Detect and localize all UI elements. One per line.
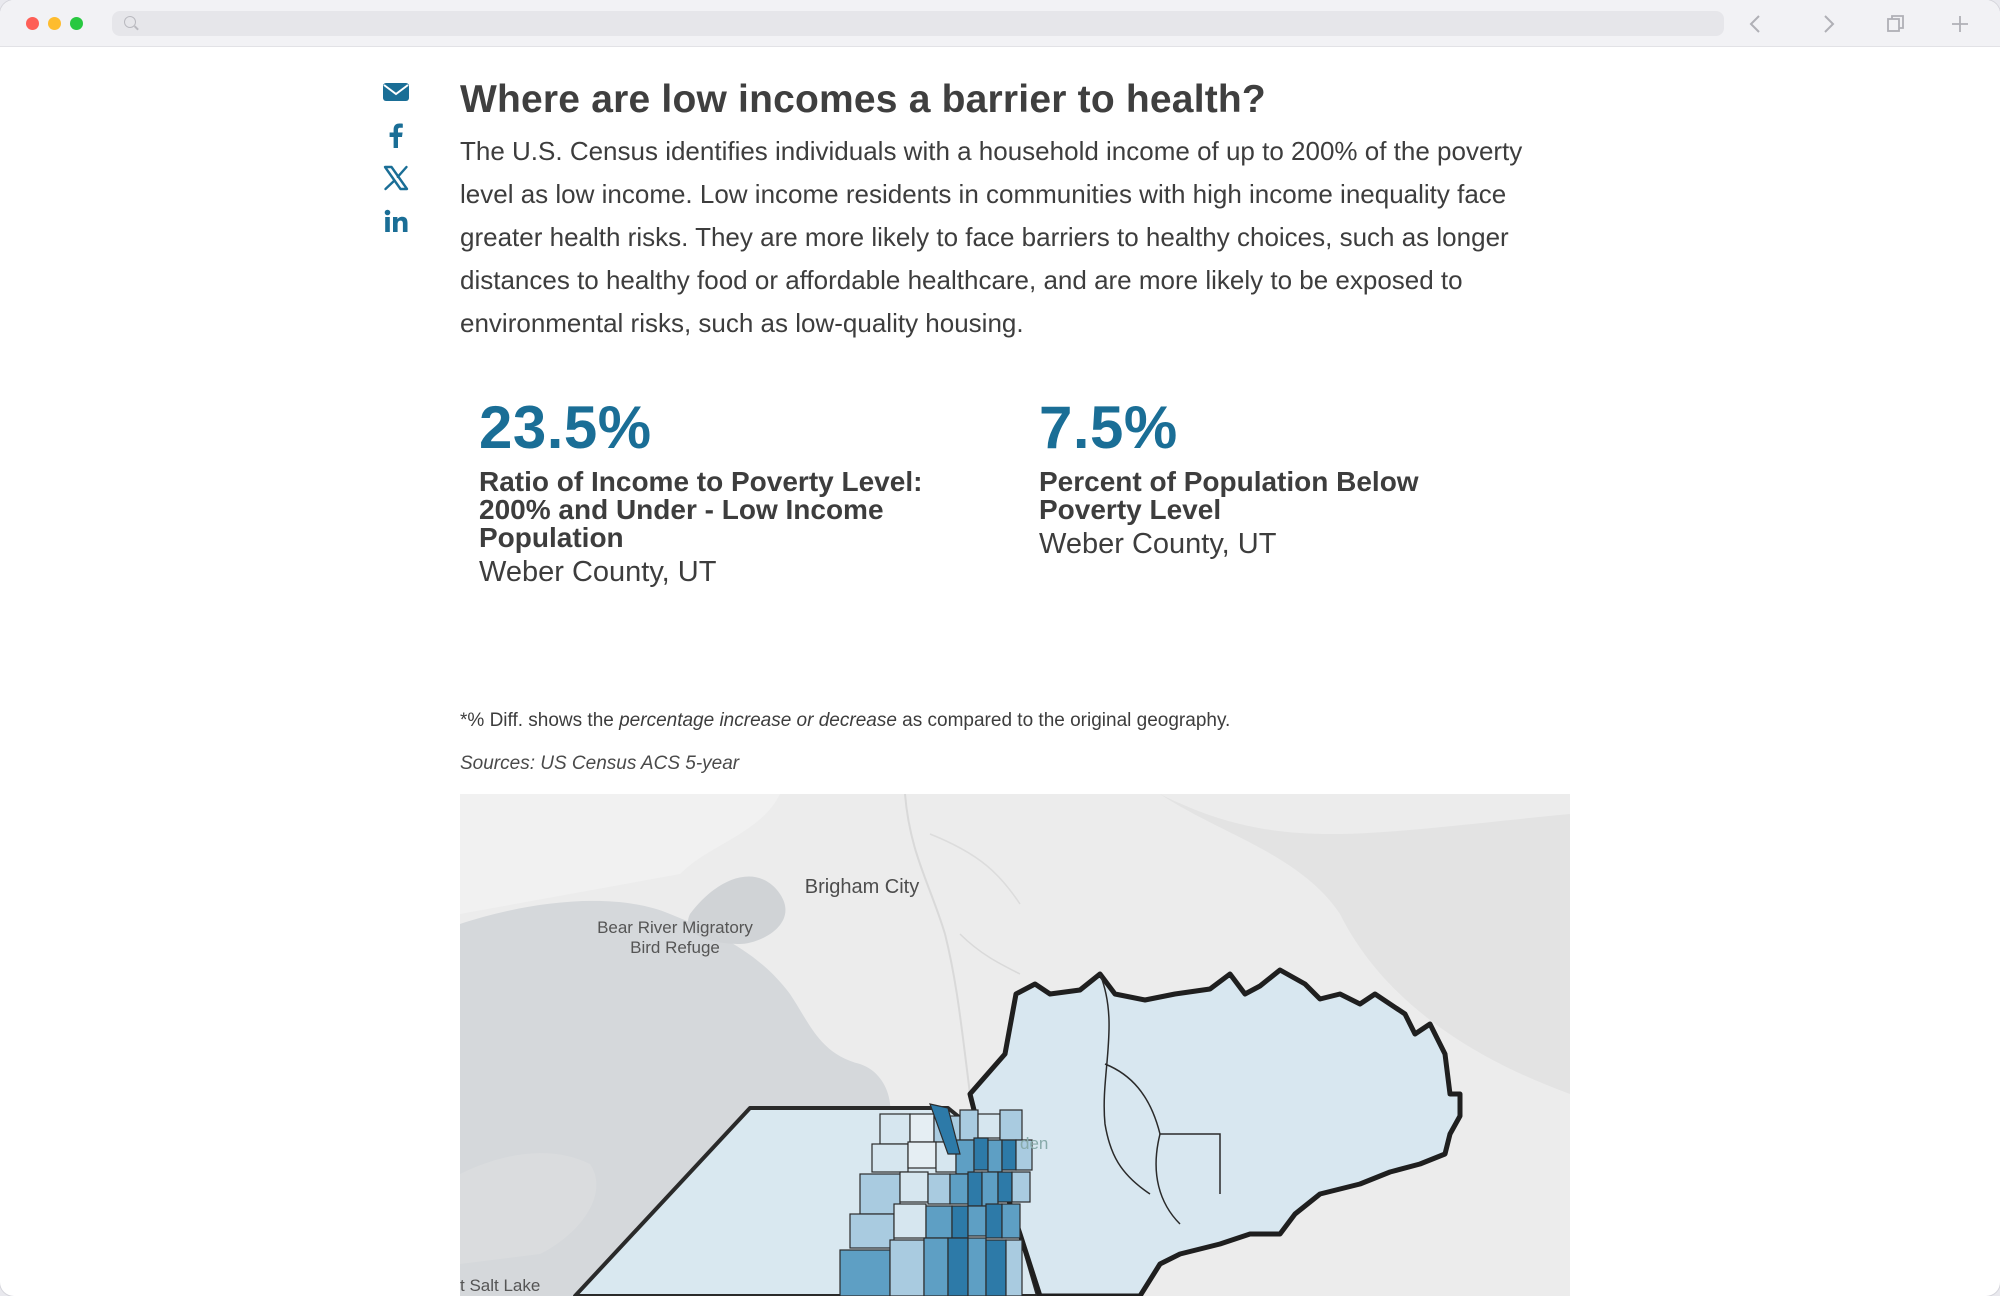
address-bar[interactable]: [112, 11, 1724, 36]
footnote-emphasis: percentage increase or decrease: [619, 710, 897, 731]
article-section: [460, 70, 1570, 774]
sources-note: Sources: US Census ACS 5-year: [460, 753, 740, 774]
close-window-button[interactable]: [26, 17, 39, 30]
section-title: Where are low incomes a barrier to health?: [460, 78, 1266, 121]
intro-paragraph: The U.S. Census identifies individuals with a household income of up to 200% of the poverty level as low income. Low income residents in communities with high income inequality face greater health risks. They are more likely to face barriers to healthy choices, such as longer distances to healthy food or affordable healthcare, and are more likely to be exposed to environmental risks, such as low-quality housing.: [460, 136, 1523, 338]
facebook-icon: [380, 119, 412, 151]
footnote-suffix: as compared to the original geography.: [896, 710, 1231, 731]
linkedin-icon: [380, 205, 412, 237]
x-twitter-icon: [380, 162, 412, 194]
stat-value: 23.5%: [479, 394, 652, 461]
map-label-brigham-city: Brigham City: [804, 876, 920, 898]
stat-label: Percent of Population Below Poverty Level: [1039, 466, 1419, 525]
share-email-button[interactable]: [380, 76, 412, 108]
tabs-icon: [1881, 10, 1909, 38]
stat-geography: Weber County, UT: [479, 556, 717, 588]
forward-button[interactable]: [1814, 10, 1842, 38]
chevron-left-icon: [1742, 10, 1770, 38]
share-sidebar: [380, 76, 412, 248]
plus-icon: [1946, 10, 1974, 38]
minimize-window-button[interactable]: [48, 17, 61, 30]
email-icon: [380, 76, 412, 108]
share-linkedin-button[interactable]: [380, 205, 412, 237]
map-label-ogden: den: [1020, 1134, 1049, 1153]
new-tab-button[interactable]: [1946, 10, 1974, 38]
browser-toolbar: [0, 0, 2000, 47]
stats-row: [479, 388, 1579, 648]
tabs-button[interactable]: [1881, 10, 1909, 38]
search-icon: [124, 16, 136, 28]
diff-footnote: [460, 710, 1230, 732]
map-canvas: [460, 794, 1570, 1296]
share-x-button[interactable]: [380, 162, 412, 194]
stat-geography: Weber County, UT: [1039, 528, 1277, 560]
stat-label: Ratio of Income to Poverty Level: 200% and Under - Low Income Population: [479, 466, 923, 553]
map-label-bird-refuge: Bear River Migratory Bird Refuge: [597, 918, 753, 957]
chevron-right-icon: [1814, 10, 1842, 38]
map-label-salt-lake: t Salt Lake: [460, 1276, 541, 1295]
back-button[interactable]: [1742, 10, 1770, 38]
share-facebook-button[interactable]: [380, 119, 412, 151]
low-income-map[interactable]: [460, 794, 1570, 1296]
maximize-window-button[interactable]: [70, 17, 83, 30]
stat-below-poverty: [1039, 388, 1509, 562]
footnote-prefix: *% Diff. shows the: [460, 710, 620, 731]
stat-low-income: [479, 388, 999, 590]
stat-value: 7.5%: [1039, 394, 1178, 461]
